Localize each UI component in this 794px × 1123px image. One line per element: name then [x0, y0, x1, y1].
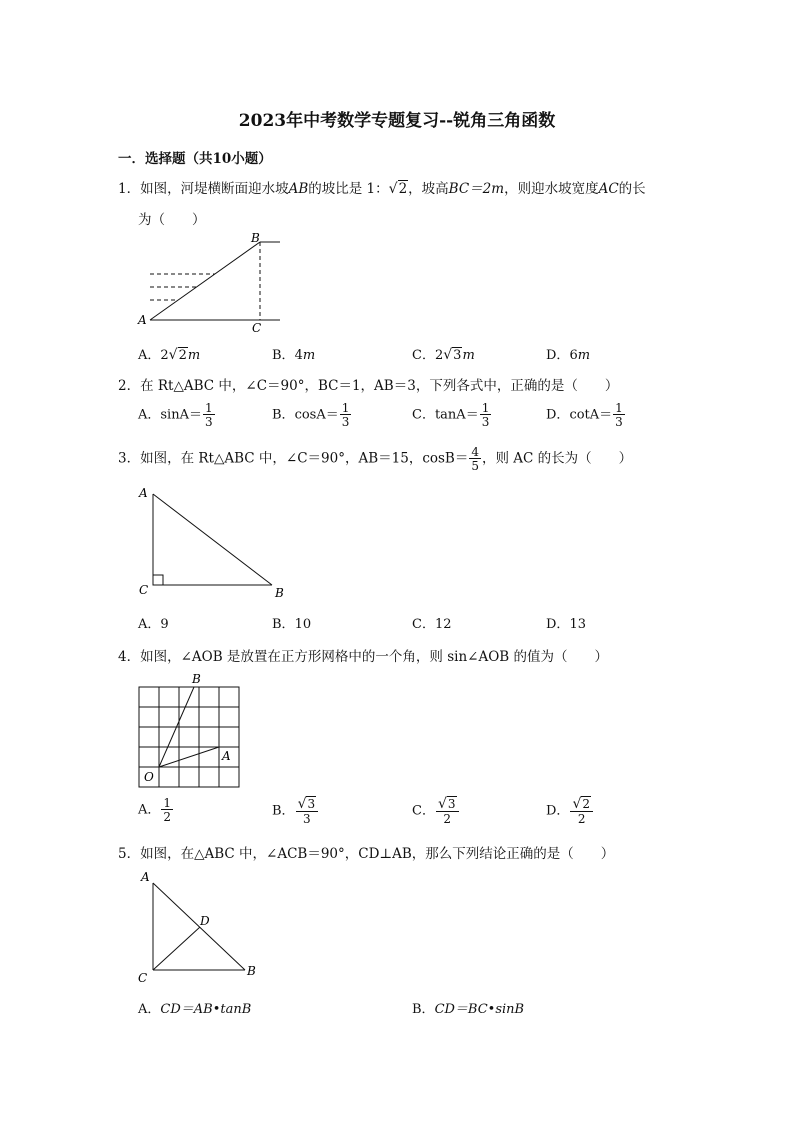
option-b[interactable]: B．cosA＝ $\frac{1}{3}$ — [272, 401, 350, 429]
point-label-o: O — [144, 770, 154, 784]
figure-grid-angle — [130, 670, 250, 792]
figure-slope — [130, 228, 300, 338]
option-a[interactable]: A． $\frac{1}{2}$ — [138, 796, 172, 824]
question-5-text: 5．如图，在△ABC 中，∠ACB＝90°，CD⊥AB，那么下列结论正确的是（ ） — [118, 846, 615, 862]
option-b[interactable]: B． $\frac{√3}{3}$ — [272, 797, 319, 825]
sqrt-expression: √2 — [388, 181, 408, 197]
option-c[interactable]: C．tanA＝ $\frac{1}{3}$ — [412, 401, 490, 429]
question-1-line2: 为（ ） — [138, 212, 206, 228]
point-label-c: C — [139, 583, 149, 597]
question-number: 1． — [118, 181, 141, 197]
point-label-a: A — [138, 313, 147, 327]
option-d[interactable]: D． $\frac{√2}{2}$ — [546, 797, 594, 825]
option-d[interactable]: D．cotA＝ $\frac{1}{3}$ — [546, 401, 623, 429]
option-b[interactable]: B．10 — [272, 617, 312, 632]
point-label-b: B — [247, 964, 256, 978]
option-c[interactable]: C．12 — [412, 617, 452, 632]
point-label-b: B — [275, 586, 284, 600]
point-label-b: B — [192, 672, 201, 686]
question-3-text: 3．如图，在 Rt△ABC 中，∠C＝90°，AB＝15，cosB＝ $\frac{4}{5}$ ，则 AC 的长为（ ） — [118, 445, 633, 473]
figure-right-triangle — [130, 482, 300, 602]
option-c[interactable]: C． $\frac{√3}{2}$ — [412, 797, 460, 825]
point-label-a: A — [141, 870, 150, 884]
option-d[interactable]: D．13 — [546, 617, 586, 632]
option-a[interactable]: A．2√2m — [138, 347, 201, 363]
point-label-b: B — [251, 231, 260, 245]
point-label-c: C — [138, 971, 148, 985]
figure-altitude-triangle — [130, 865, 270, 987]
point-label-d: D — [200, 914, 210, 928]
option-b[interactable]: B．4m — [272, 348, 316, 363]
option-a[interactable]: A．9 — [138, 617, 169, 632]
option-d[interactable]: D．6m — [546, 348, 591, 363]
point-label-c: C — [252, 321, 262, 335]
question-1-text: 1．如图，河堤横断面迎水坡AB的坡比是 1：√2，坡高BC＝2m，则迎水坡宽度AC的长 — [118, 181, 646, 197]
option-a[interactable]: A．CD＝AB•tanB — [138, 1002, 252, 1017]
point-label-a: A — [222, 749, 231, 763]
option-b[interactable]: B．CD＝BC•sinB — [412, 1002, 525, 1017]
option-c[interactable]: C．2√3m — [412, 347, 475, 363]
option-a[interactable]: A．sinA＝ $\frac{1}{3}$ — [138, 401, 213, 429]
point-label-a: A — [139, 486, 148, 500]
page-title: 2023年中考数学专题复习--锐角三角函数 — [238, 111, 556, 131]
question-2-text: 2．在 Rt△ABC 中，∠C＝90°，BC＝1，AB＝3，下列各式中，正确的是（ ） — [118, 378, 619, 394]
section-heading: 一．选择题（共10小题） — [118, 151, 272, 167]
question-4-text: 4．如图，∠AOB 是放置在正方形网格中的一个角，则 sin∠AOB 的值为（ ） — [118, 649, 609, 665]
